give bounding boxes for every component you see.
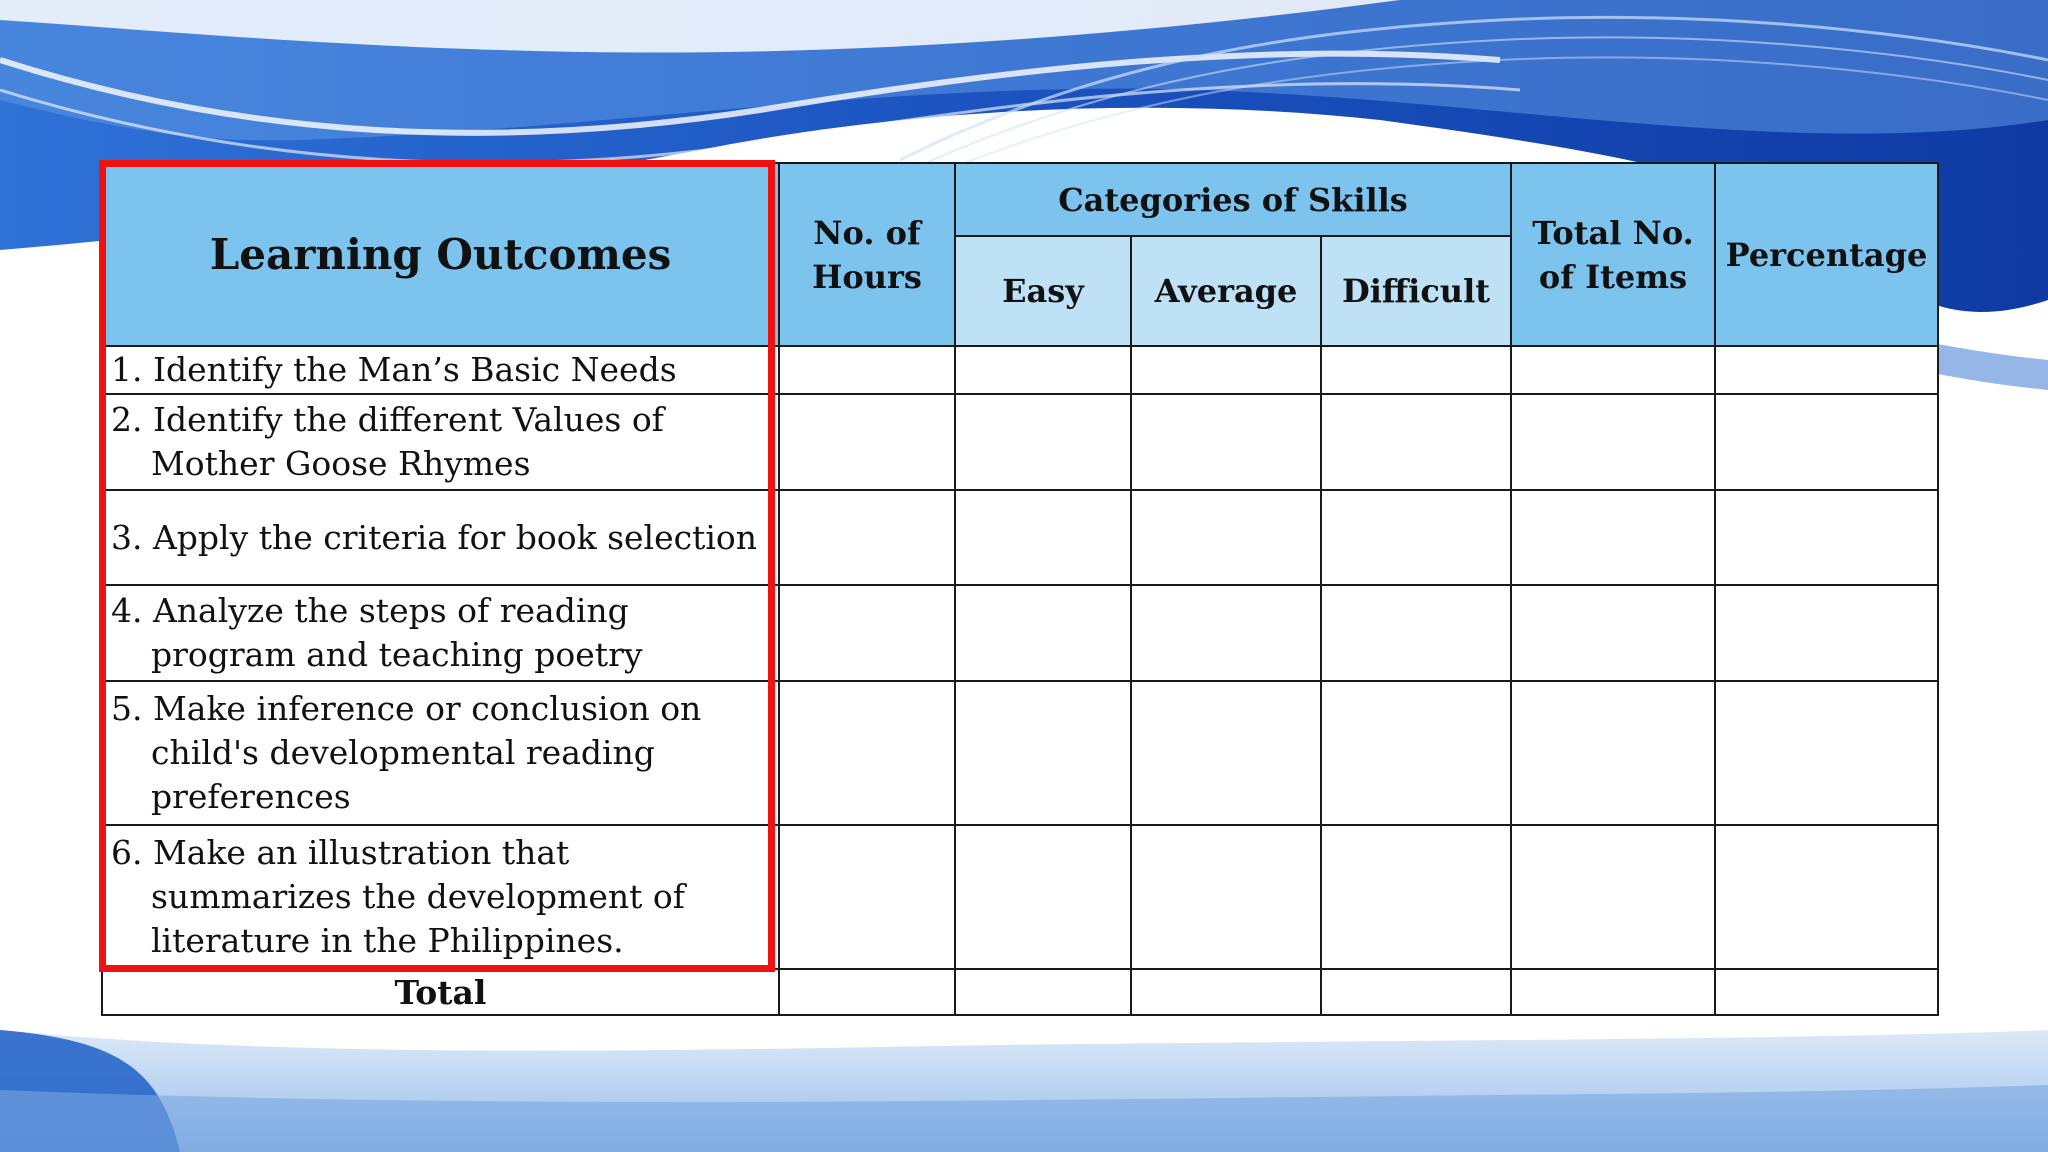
average-cell — [1131, 394, 1321, 490]
header-easy: Easy — [955, 236, 1131, 346]
difficult-cell — [1321, 825, 1511, 969]
table-row — [102, 394, 1938, 490]
difficult-cell — [1321, 394, 1511, 490]
hours-cell — [779, 825, 955, 969]
average-cell — [1131, 585, 1321, 681]
table-row — [102, 346, 1938, 394]
average-cell — [1131, 681, 1321, 825]
total-items-cell — [1511, 394, 1715, 490]
header-difficult: Difficult — [1321, 236, 1511, 346]
easy-cell — [955, 681, 1131, 825]
table-row — [102, 490, 1938, 585]
outcome-cell: 3. Apply the criteria for book selection — [102, 490, 779, 585]
difficult-total-cell — [1321, 969, 1511, 1015]
hours-cell — [779, 585, 955, 681]
percentage-cell — [1715, 825, 1938, 969]
header-average: Average — [1131, 236, 1321, 346]
outcome-cell: 4. Analyze the steps of reading program and teaching poetry — [102, 585, 779, 681]
total-items-cell — [1511, 585, 1715, 681]
table-row — [102, 825, 1938, 969]
header-learning-outcomes: Learning Outcomes — [102, 163, 779, 346]
percentage-cell — [1715, 394, 1938, 490]
easy-cell — [955, 585, 1131, 681]
outcome-cell: 1. Identify the Man’s Basic Needs — [102, 346, 779, 394]
total-label: Total — [102, 969, 779, 1015]
percentage-cell — [1715, 681, 1938, 825]
percentage-cell — [1715, 585, 1938, 681]
total-items-cell — [1511, 681, 1715, 825]
header-percentage: Percentage — [1715, 163, 1938, 346]
header-total-no-of-items: Total No. of Items — [1511, 163, 1715, 346]
percentage-total-cell — [1715, 969, 1938, 1015]
average-cell — [1131, 490, 1321, 585]
hours-total-cell — [779, 969, 955, 1015]
hours-cell — [779, 490, 955, 585]
difficult-cell — [1321, 681, 1511, 825]
easy-cell — [955, 825, 1131, 969]
easy-cell — [955, 490, 1131, 585]
easy-total-cell — [955, 969, 1131, 1015]
total-items-cell — [1511, 825, 1715, 969]
total-items-cell — [1511, 346, 1715, 394]
easy-cell — [955, 346, 1131, 394]
table-row — [102, 585, 1938, 681]
average-cell — [1131, 346, 1321, 394]
test-specification-table — [101, 162, 1939, 1016]
average-total-cell — [1131, 969, 1321, 1015]
outcome-cell: 2. Identify the different Values of Mother Goose Rhymes — [102, 394, 779, 490]
outcome-cell: 6. Make an illustration that summarizes the development of literature in the Philippines. — [102, 825, 779, 969]
percentage-cell — [1715, 346, 1938, 394]
hours-cell — [779, 681, 955, 825]
percentage-cell — [1715, 490, 1938, 585]
hours-cell — [779, 394, 955, 490]
outcome-cell: 5. Make inference or conclusion on child's developmental reading preferences — [102, 681, 779, 825]
table-row — [102, 681, 1938, 825]
difficult-cell — [1321, 585, 1511, 681]
average-cell — [1131, 825, 1321, 969]
difficult-cell — [1321, 346, 1511, 394]
total-items-total-cell — [1511, 969, 1715, 1015]
hours-cell — [779, 346, 955, 394]
difficult-cell — [1321, 490, 1511, 585]
header-no-of-hours: No. of Hours — [779, 163, 955, 346]
header-categories-of-skills: Categories of Skills — [955, 163, 1511, 236]
easy-cell — [955, 394, 1131, 490]
total-row — [102, 969, 1938, 1015]
total-items-cell — [1511, 490, 1715, 585]
